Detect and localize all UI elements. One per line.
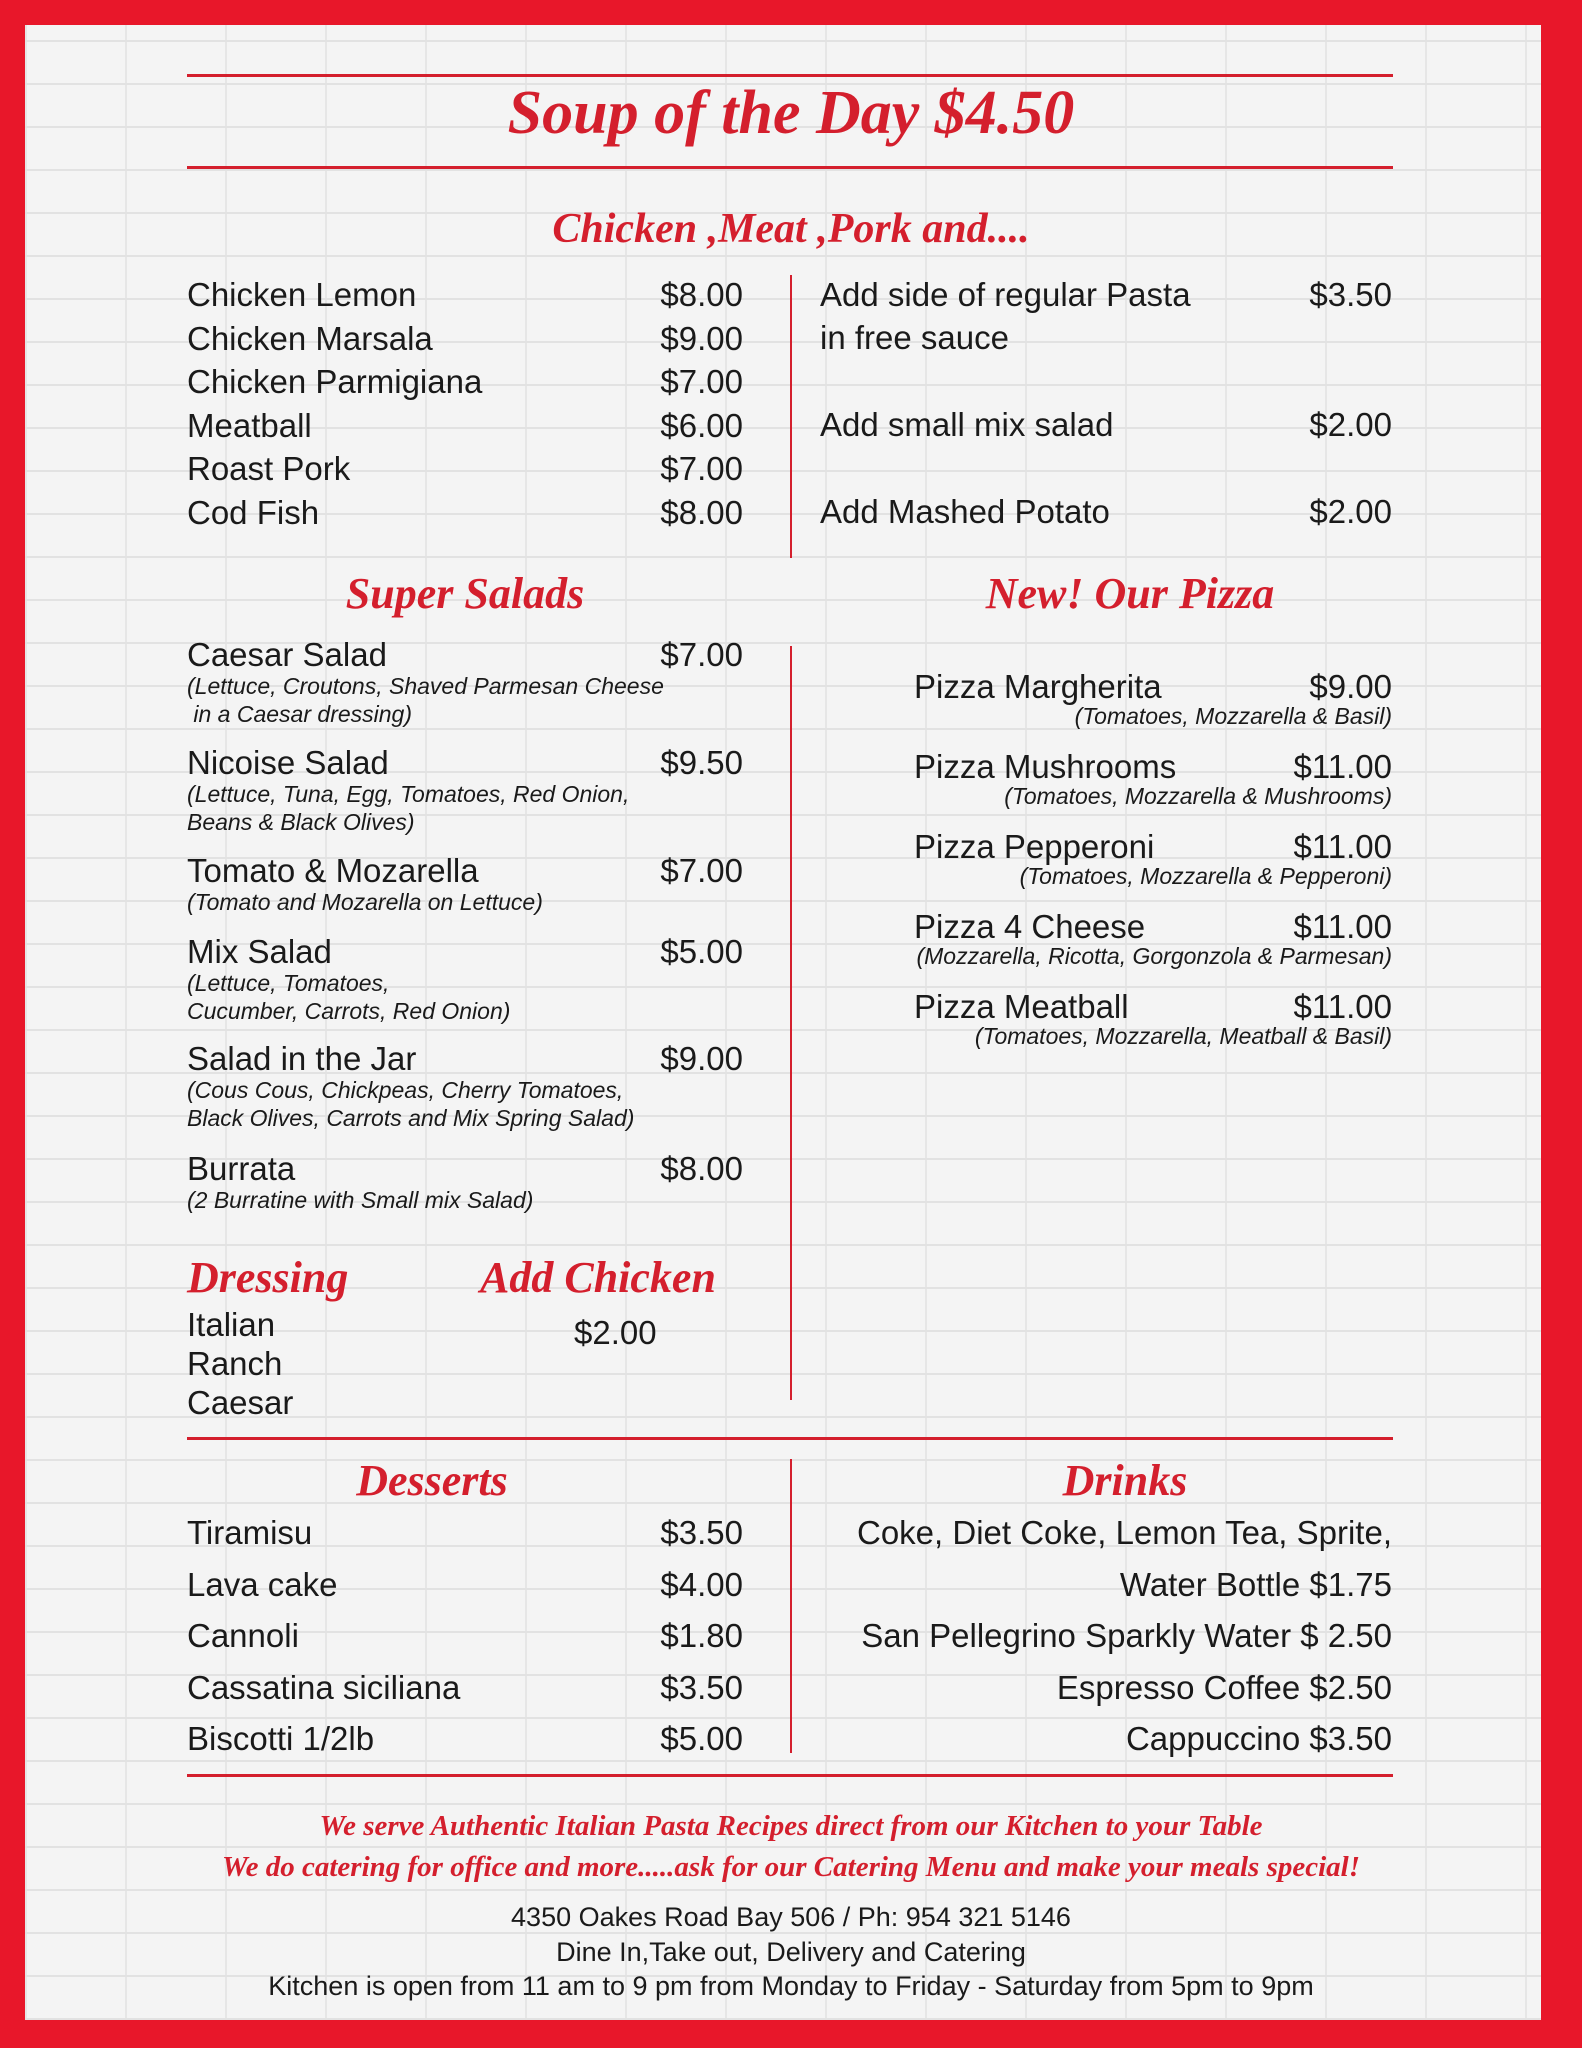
salad-price: $7.00 [660,852,743,889]
menu-item-name: Chicken Marsala [187,319,433,357]
dressing-option: Caesar [187,1384,294,1421]
pizza-description: (Tomatoes, Mozzarella & Pepperoni) [1019,863,1392,889]
salad-description: (Cous Cous, Chickpeas, Cherry Tomatoes, [187,1077,624,1103]
pizza-name: Pizza Mushrooms [914,748,1177,785]
drink-line: San Pellegrino Sparkly Water $ 2.50 [861,1617,1392,1655]
salad-description: (Lettuce, Croutons, Shaved Parmesan Cheese [187,673,664,699]
addon-price: $2.00 [1309,406,1392,443]
addon-price: $3.50 [1309,276,1392,313]
divider [187,1437,1393,1440]
pizza-price: $11.00 [1293,908,1392,945]
pizza-heading: New! Our Pizza [985,569,1275,618]
pizza-name: Pizza Pepperoni [914,828,1155,865]
dressing-option: Ranch [187,1345,283,1382]
drink-line: Espresso Coffee $2.50 [1056,1668,1392,1706]
divider [187,74,1393,77]
address: 4350 Oakes Road Bay 506 / Ph: 954 321 5146 [511,1902,1071,1932]
desserts-heading: Desserts [356,1456,508,1505]
salad-name: Salad in the Jar [187,1040,417,1077]
salad-price: $9.00 [660,1040,743,1077]
dessert-price: $1.80 [660,1617,743,1655]
addon-name: Add small mix salad [820,406,1114,443]
drink-line: Water Bottle $1.75 [1119,1565,1392,1603]
hours: Kitchen is open from 11 am to 9 pm from Monday to Friday - Saturday from 5pm to 9pm [268,1971,1314,2001]
salad-description: (2 Burratine with Small mix Salad) [187,1187,534,1213]
salad-description: in a Caesar dressing) [187,701,412,727]
salad-description: (Tomato and Mozarella on Lettuce) [187,889,543,915]
services: Dine In,Take out, Delivery and Catering [556,1937,1026,1967]
salad-price: $5.00 [660,933,743,970]
salad-price: $9.50 [660,744,743,781]
salad-name: Tomato & Mozarella [187,852,479,889]
catering-tagline: We do catering for office and more.....ask for our Catering Menu and make your meals special! [222,1851,1360,1883]
addon-name: Add side of regular Pasta [820,276,1191,313]
menu-item-price: $8.00 [660,493,743,531]
salad-description: Beans & Black Olives) [187,809,415,835]
salads-heading: Super Salads [345,569,585,618]
pizza-description: (Tomatoes, Mozzarella & Basil) [1074,703,1392,729]
pizza-price: $11.00 [1293,988,1392,1025]
menu-item-name: Chicken Parmigiana [187,363,483,400]
pizza-description: (Mozzarella, Ricotta, Gorgonzola & Parmesan) [916,943,1392,969]
menu-item-name: Chicken Lemon [187,276,417,313]
drink-line: Coke, Diet Coke, Lemon Tea, Sprite, [857,1514,1392,1551]
column-divider [790,1459,792,1753]
salad-name: Nicoise Salad [187,744,389,781]
soup-of-the-day-title: Soup of the Day $4.50 [507,79,1075,147]
pizza-description: (Tomatoes, Mozzarella & Mushrooms) [1004,783,1392,809]
pizza-name: Pizza 4 Cheese [914,908,1146,945]
dessert-price: $4.00 [660,1565,743,1603]
dessert-name: Cannoli [187,1617,299,1655]
salad-description: (Lettuce, Tomatoes, [187,970,390,996]
menu-item-name: Meatball [187,406,312,444]
salad-name: Burrata [187,1150,296,1187]
tagline: We serve Authentic Italian Pasta Recipes direct from our Kitchen to your Table [319,1810,1263,1842]
menu-item-price: $7.00 [660,363,743,400]
salad-description: (Lettuce, Tuna, Egg, Tomatoes, Red Onion, [187,781,630,807]
dessert-name: Biscotti 1/2lb [187,1720,375,1758]
menu-item-price: $8.00 [660,276,743,313]
salad-description: Cucumber, Carrots, Red Onion) [187,998,511,1024]
column-divider [790,646,792,1400]
menu-item-price: $6.00 [660,406,743,444]
pizza-name: Pizza Margherita [914,668,1162,705]
dessert-name: Cassatina siciliana [187,1668,461,1706]
pizza-price: $9.00 [1309,668,1392,705]
pizza-name: Pizza Meatball [914,988,1129,1025]
add-chicken-price: $2.00 [574,1314,657,1351]
divider [187,1774,1393,1777]
drink-line: Cappuccino $3.50 [1125,1720,1392,1758]
addon-price: $2.00 [1309,493,1392,530]
dressing-option: Italian [187,1306,276,1343]
addon-name-continued: in free sauce [820,319,1009,356]
divider [187,166,1393,169]
salad-name: Caesar Salad [187,636,387,673]
menu-item-price: $9.00 [660,319,743,357]
dessert-name: Lava cake [187,1565,338,1603]
menu-item-price: $7.00 [660,450,743,487]
dessert-price: $3.50 [660,1514,743,1551]
mains-heading: Chicken ,Meat ,Pork and.... [552,206,1030,252]
dessert-price: $3.50 [660,1668,743,1706]
pizza-price: $11.00 [1293,748,1392,785]
menu-item-name: Cod Fish [187,493,320,531]
dessert-name: Tiramisu [187,1514,313,1551]
salad-price: $8.00 [660,1150,743,1187]
drinks-heading: Drinks [1062,1456,1188,1505]
column-divider [790,275,792,558]
salad-description: Black Olives, Carrots and Mix Spring Salad) [187,1105,635,1131]
dessert-price: $5.00 [660,1720,743,1758]
addon-name: Add Mashed Potato [820,493,1110,530]
pizza-price: $11.00 [1293,828,1392,865]
pizza-description: (Tomatoes, Mozzarella, Meatball & Basil) [974,1023,1392,1049]
salad-name: Mix Salad [187,933,332,970]
salad-price: $7.00 [660,636,743,673]
add-chicken-heading: Add Chicken [480,1253,716,1302]
dressing-heading: Dressing [187,1253,349,1302]
menu-item-name: Roast Pork [187,450,351,487]
